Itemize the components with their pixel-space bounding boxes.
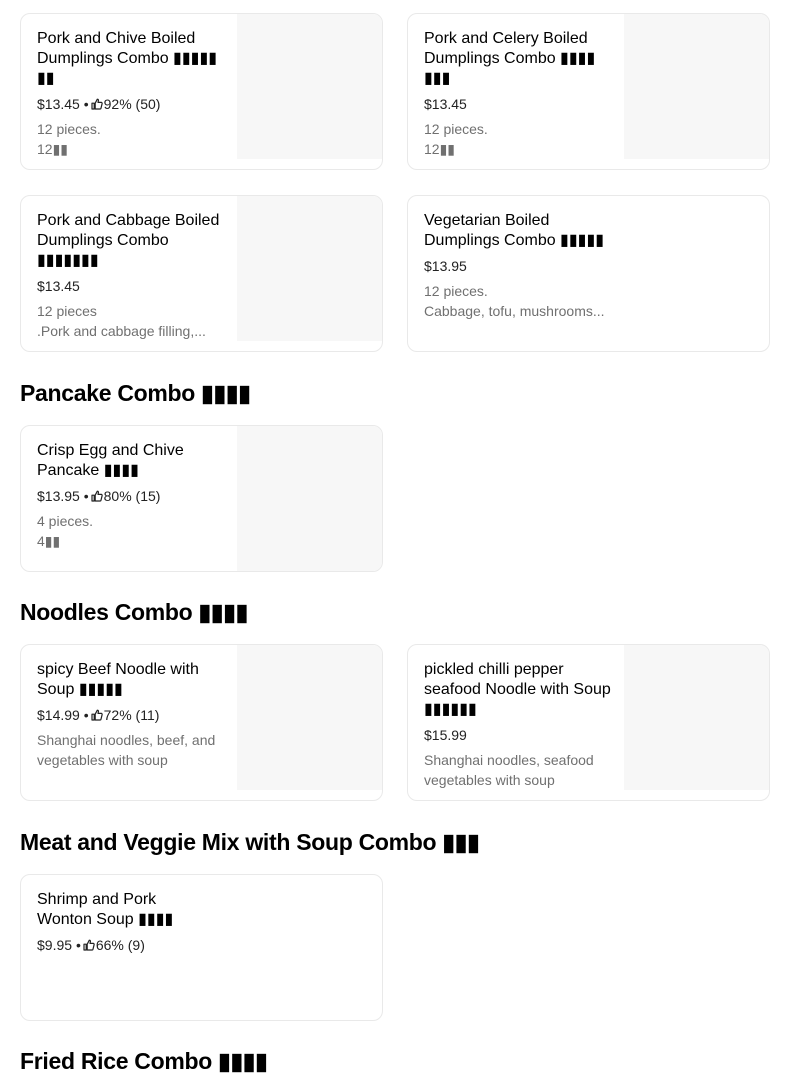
item-name: Shrimp and Pork Wonton Soup ▮▮▮▮ xyxy=(37,891,174,928)
section-title-fried-rice: Fried Rice Combo ▮▮▮▮ xyxy=(20,1048,268,1074)
section-title-noodles: Noodles Combo ▮▮▮▮ xyxy=(20,599,248,625)
item-price: $13.95 xyxy=(37,488,80,504)
item-description xyxy=(37,511,232,551)
menu-item-card[interactable] xyxy=(407,13,770,170)
item-price-rating xyxy=(37,95,232,113)
thumbs-up-icon xyxy=(83,939,95,951)
description-line: 4▮▮ xyxy=(37,533,61,549)
item-image-placeholder xyxy=(237,426,383,572)
item-name: Pork and Celery Boiled Dumplings Combo ▮▮▮▮ ▮▮▮ xyxy=(424,30,596,87)
thumbs-up-icon xyxy=(91,709,103,721)
separator: • xyxy=(83,488,89,504)
description-line: 4 pieces. xyxy=(37,513,94,529)
description-line: 12 pieces. xyxy=(424,121,488,137)
menu-item-card[interactable] xyxy=(20,644,383,801)
separator: • xyxy=(75,937,81,953)
item-price: $9.95 xyxy=(37,937,73,953)
menu-item-card[interactable] xyxy=(407,644,770,801)
menu-item-card[interactable] xyxy=(20,13,383,170)
item-rating: 92% (50) xyxy=(103,96,161,112)
item-image-placeholder xyxy=(624,645,770,790)
item-image-placeholder xyxy=(237,196,383,341)
item-description: Shanghai noodles, beef, and vegetables with soup xyxy=(37,732,216,768)
menu-item-card[interactable] xyxy=(20,195,383,352)
item-price-rating xyxy=(37,936,232,954)
item-price: $13.45 xyxy=(37,278,80,294)
item-image-placeholder xyxy=(624,14,770,159)
item-price: $13.95 xyxy=(424,258,467,274)
description-line: 12▮▮ xyxy=(424,141,455,157)
item-description xyxy=(37,119,232,159)
description-line: 12▮▮ xyxy=(37,141,68,157)
description-line: 12 pieces. xyxy=(37,121,101,137)
section-title-meat-veggie: Meat and Veggie Mix with Soup Combo ▮▮▮ xyxy=(20,829,480,855)
thumbs-up-icon xyxy=(91,490,103,502)
item-name: Pork and Chive Boiled Dumplings Combo ▮▮▮▮▮ ▮▮ xyxy=(37,30,218,87)
item-price: $14.99 xyxy=(37,707,80,723)
item-description: Shanghai noodles, seafood vegetables with soup xyxy=(424,752,594,788)
item-price-rating xyxy=(37,487,232,505)
item-price: $13.45 xyxy=(424,96,467,112)
thumbs-up-icon xyxy=(91,98,103,110)
item-description xyxy=(37,301,232,341)
section-title-pancake: Pancake Combo ▮▮▮▮ xyxy=(20,380,251,406)
item-name: Pork and Cabbage Boiled Dumplings Combo ▮▮▮▮▮▮▮ xyxy=(37,212,220,269)
description-line: 12 pieces. xyxy=(424,283,488,299)
item-description xyxy=(424,119,619,159)
item-rating: 72% (11) xyxy=(103,707,160,723)
item-name: spicy Beef Noodle with Soup ▮▮▮▮▮ xyxy=(37,661,199,698)
item-price: $13.45 xyxy=(37,96,80,112)
description-line: Cabbage, tofu, mushrooms... xyxy=(424,303,605,319)
item-image-placeholder xyxy=(237,14,383,159)
separator: • xyxy=(83,707,89,723)
item-rating: 80% (15) xyxy=(103,488,161,504)
menu-item-card[interactable] xyxy=(20,874,383,1021)
item-price-rating xyxy=(37,706,232,724)
item-name: Crisp Egg and Chive Pancake ▮▮▮▮ xyxy=(37,442,184,479)
item-rating: 66% (9) xyxy=(95,937,145,953)
item-price: $15.99 xyxy=(424,727,467,743)
menu-item-card[interactable] xyxy=(407,195,770,352)
separator: • xyxy=(83,96,89,112)
item-description xyxy=(424,281,724,321)
description-line: 12 pieces xyxy=(37,303,97,319)
item-name: Vegetarian Boiled Dumplings Combo ▮▮▮▮▮ xyxy=(424,212,605,249)
item-name: pickled chilli pepper seafood Noodle with Soup ▮▮▮▮▮▮ xyxy=(424,661,611,718)
item-image-placeholder xyxy=(237,645,383,790)
menu-item-card[interactable] xyxy=(20,425,383,572)
description-line: .Pork and cabbage filling,... xyxy=(37,323,206,339)
